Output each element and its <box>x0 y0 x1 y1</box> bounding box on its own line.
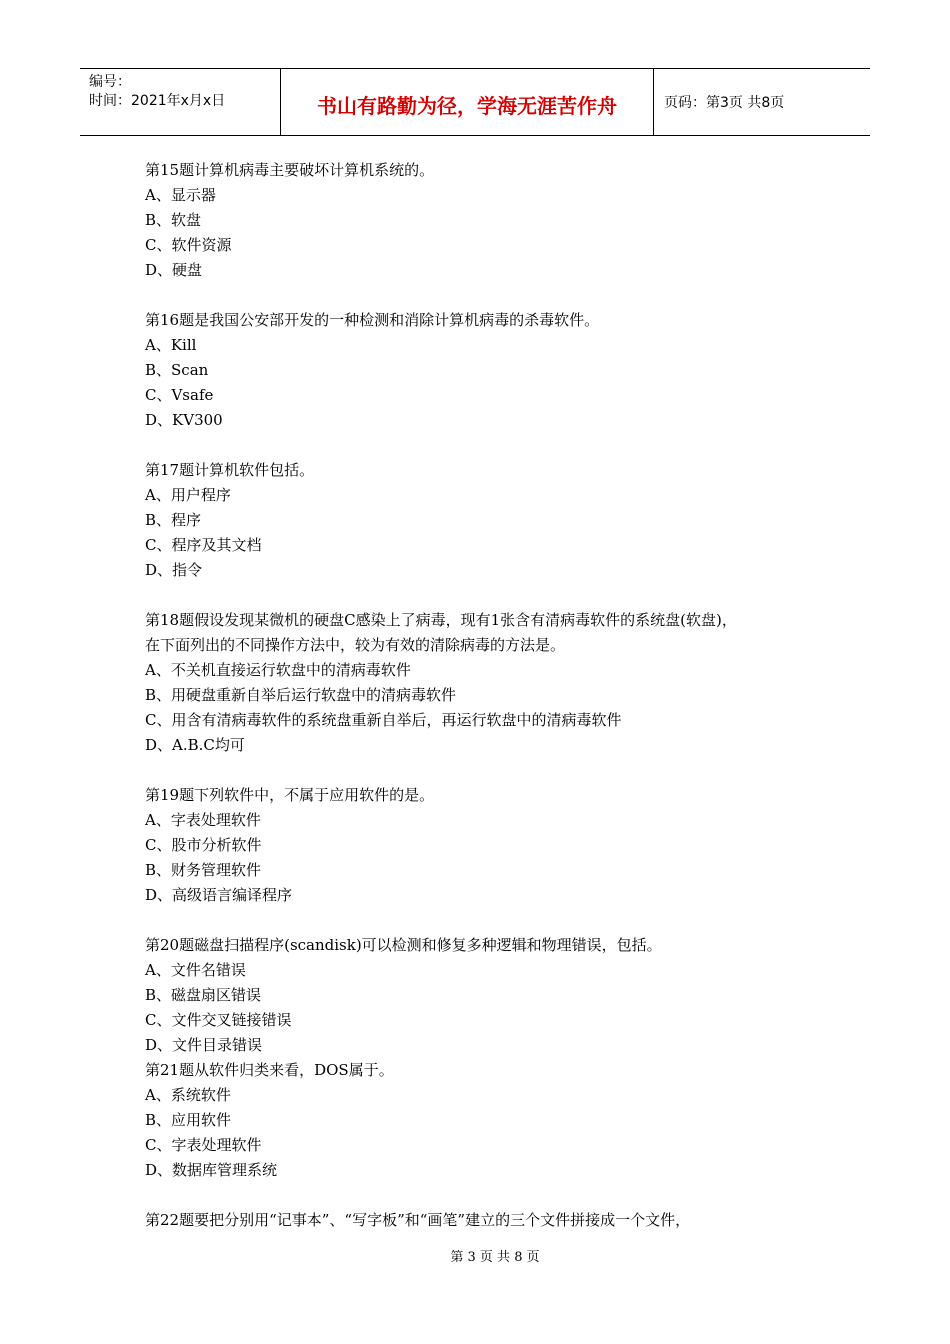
document-time-label: 时间：2021年x月x日 <box>89 93 226 109</box>
header-meta <box>80 69 281 135</box>
answer-option: D、文件目录错误 <box>145 1036 263 1054</box>
answer-option: B、Scan <box>145 361 209 379</box>
blank-line <box>145 283 845 308</box>
answer-option: D、数据库管理系统 <box>145 1161 278 1179</box>
answer-option: C、程序及其文档 <box>145 536 262 554</box>
blank-line <box>145 1183 845 1208</box>
answer-option: A、系统软件 <box>145 1086 231 1104</box>
answer-option: A、Kill <box>145 336 197 354</box>
blank-line <box>145 758 845 783</box>
answer-option: A、用户程序 <box>145 486 231 504</box>
answer-option: B、用硬盘重新自举后运行软盘中的清病毒软件 <box>145 686 457 704</box>
blank-line <box>145 908 845 933</box>
answer-option: A、文件名错误 <box>145 961 246 979</box>
answer-option: C、软件资源 <box>145 236 232 254</box>
blank-line <box>145 433 845 458</box>
answer-option: B、应用软件 <box>145 1111 232 1129</box>
answer-option: D、硬盘 <box>145 261 203 279</box>
question-text: 第15题计算机病毒主要破坏计算机系统的。 <box>145 161 435 179</box>
answer-option: B、磁盘扇区错误 <box>145 986 262 1004</box>
answer-option: C、用含有清病毒软件的系统盘重新自举后，再运行软盘中的清病毒软件 <box>145 711 622 729</box>
question-text: 第19题下列软件中，不属于应用软件的是。 <box>145 786 435 804</box>
question-text: 第16题是我国公安部开发的一种检测和消除计算机病毒的杀毒软件。 <box>145 311 600 329</box>
answer-option: D、KV300 <box>145 411 223 429</box>
answer-option: C、Vsafe <box>145 386 214 404</box>
answer-option: A、字表处理软件 <box>145 811 261 829</box>
page-header <box>80 68 870 136</box>
answer-option: C、文件交叉链接错误 <box>145 1011 292 1029</box>
answer-option: C、股市分析软件 <box>145 836 262 854</box>
question-text: 第20题磁盘扫描程序(scandisk)可以检测和修复多种逻辑和物理错误，包括。 <box>145 936 662 954</box>
answer-option: 在下面列出的不同操作方法中，较为有效的清除病毒的方法是。 <box>145 636 566 654</box>
question-text: 第22题要把分别用“记事本”、“写字板”和“画笔”建立的三个文件拼接成一个文件， <box>145 1211 691 1229</box>
answer-option: D、指令 <box>145 561 203 579</box>
question-text: 第21题从软件归类来看，DOS属于。 <box>145 1061 394 1079</box>
answer-option: B、程序 <box>145 511 202 529</box>
answer-option: C、字表处理软件 <box>145 1136 262 1154</box>
answer-option: D、高级语言编译程序 <box>145 886 293 904</box>
blank-line <box>145 583 845 608</box>
header-page-label: 页码：第3页 共8页 <box>664 95 785 111</box>
answer-option: B、软盘 <box>145 211 202 229</box>
page-footer: 第 3 页 共 8 页 <box>450 1250 540 1265</box>
document-number-label: 编号： <box>89 74 131 90</box>
question-text: 第18题假设发现某微机的硬盘C感染上了病毒，现有1张含有清病毒软件的系统盘(软盘)， <box>145 611 737 629</box>
answer-option: A、显示器 <box>145 186 216 204</box>
answer-option: A、不关机直接运行软盘中的清病毒软件 <box>145 661 411 679</box>
question-content <box>145 158 845 1233</box>
answer-option: B、财务管理软件 <box>145 861 262 879</box>
answer-option: D、A.B.C均可 <box>145 736 245 754</box>
header-motto: 书山有路勤为径，学海无涯苦作舟 <box>281 69 654 135</box>
question-text: 第17题计算机软件包括。 <box>145 461 315 479</box>
